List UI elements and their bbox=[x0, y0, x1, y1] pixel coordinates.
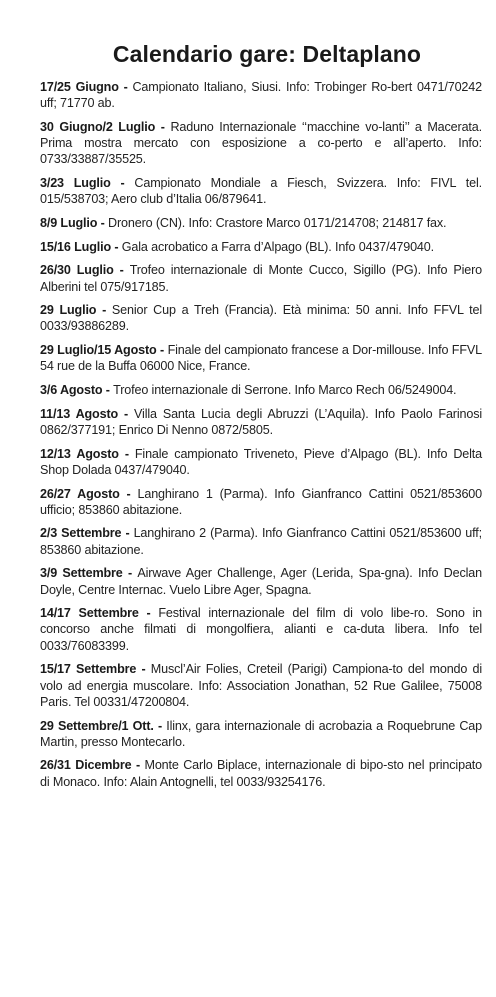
entry-description: Monte Carlo Biplace, internazionale di bipo-sto nel principato di Monaco. Info: Alain Antognelli, tel 0033/93254176. bbox=[40, 758, 482, 789]
entry-description: Muscl’Air Folies, Creteil (Parigi) Campiona-to del mondo di volo ad energia muscolare. Info: Association Jonathan, 52 Rue Galilee, 75008 Paris. Tel 00331/47200804. bbox=[40, 662, 482, 709]
page-title: Calendario gare: Deltaplano bbox=[112, 41, 422, 67]
calendar-entry bbox=[40, 525, 482, 557]
calendar-entry bbox=[40, 239, 482, 255]
entry-date: 29 Luglio/15 Agosto bbox=[40, 343, 157, 358]
calendar-entry bbox=[40, 661, 482, 710]
entry-separator: - bbox=[96, 303, 112, 318]
entry-description: Gala acrobatico a Farra d’Alpago (BL). Info 0437/479040. bbox=[121, 239, 434, 254]
entry-description: Campionato Mondiale a Fiesch, Svizzera. Info: FIVL tel. 015/538703; Aero club d’Italia 06/879641. bbox=[40, 176, 482, 207]
entry-date: 15/17 Settembre bbox=[40, 662, 137, 677]
entry-separator: - bbox=[113, 263, 130, 278]
entry-date: 17/25 Giugno bbox=[40, 80, 119, 94]
entry-description: Ilinx, gara internazionale di acrobazia a Roquebrune Cap Martin, presso Montecarlo. bbox=[40, 718, 483, 749]
calendar-entry bbox=[40, 342, 482, 374]
entry-date: 11/13 Agosto bbox=[40, 406, 119, 421]
entry-separator: - bbox=[121, 526, 134, 541]
calendar-entry bbox=[40, 757, 482, 789]
entry-date: 29 Luglio bbox=[40, 303, 97, 318]
entry-separator: - bbox=[131, 758, 145, 773]
entry-date: 8/9 Luglio bbox=[40, 215, 98, 230]
entry-description: Langhirano 1 (Parma). Info Gianfranco Cattini 0521/853600 ufficio; 853860 abitazione. bbox=[40, 486, 483, 517]
entry-separator: - bbox=[122, 566, 138, 581]
entry-separator: - bbox=[119, 486, 138, 501]
calendar-entry bbox=[40, 215, 482, 231]
entry-date: 26/27 Agosto bbox=[40, 486, 120, 501]
entry-description: Dronero (CN). Info: Crastore Marco 0171/214708; 214817 fax. bbox=[108, 215, 447, 230]
entry-date: 26/31 Dicembre bbox=[40, 758, 132, 773]
calendar-entry bbox=[40, 446, 482, 478]
entry-date: 26/30 Luglio bbox=[40, 263, 114, 278]
entry-date: 15/16 Luglio bbox=[40, 239, 111, 254]
entry-separator: - bbox=[136, 662, 151, 677]
calendar-entry bbox=[40, 262, 482, 294]
calendar-entry bbox=[40, 718, 482, 750]
entry-separator: - bbox=[118, 406, 135, 421]
entry-separator: - bbox=[118, 80, 133, 94]
entry-date: 30 Giugno/2 Luglio bbox=[40, 119, 156, 134]
calendar-entry bbox=[40, 565, 482, 597]
entry-date: 2/3 Settembre bbox=[40, 526, 122, 541]
entry-description: Festival internazionale del film di volo libe-ro. Sono in concorso anche filmati di mongolfiera, alianti e ca-duta libera. Info tel 0033/76083399. bbox=[40, 606, 482, 653]
entry-separator: - bbox=[102, 383, 114, 398]
entry-separator: - bbox=[138, 606, 159, 621]
entry-description: Finale del campionato francese a Dor-millouse. Info FFVL 54 rue de la Buffa 06000 Nice, France. bbox=[40, 343, 482, 374]
calendar-entry bbox=[40, 406, 482, 438]
entry-separator: - bbox=[110, 239, 122, 254]
entry-description: Raduno Internazionale ‘‘macchine vo-lanti’’ a Macerata. Prima mostra mercato con esposizione a co-perto e all’aperto. Info: 0733/33887/35525. bbox=[40, 119, 482, 167]
entry-description: Senior Cup a Treh (Francia). Età minima: 50 anni. Info FFVL tel 0033/93886289. bbox=[40, 303, 483, 334]
entry-date: 12/13 Agosto bbox=[40, 446, 119, 461]
calendar-entry bbox=[40, 605, 482, 654]
race-calendar-list bbox=[40, 79, 482, 790]
entry-date: 3/23 Luglio bbox=[40, 176, 111, 191]
entry-date: 29 Settembre/1 Ott. bbox=[40, 718, 154, 733]
entry-description: Finale campionato Triveneto, Pieve d’Alpago (BL). Info Delta Shop Dolada 0437/479040. bbox=[40, 446, 483, 477]
entry-separator: - bbox=[155, 119, 171, 134]
calendar-entry bbox=[40, 486, 482, 518]
calendar-entry bbox=[40, 119, 482, 168]
entry-description: Trofeo internazionale di Serrone. Info Marco Rech 06/5249004. bbox=[113, 383, 457, 398]
entry-date: 14/17 Settembre bbox=[40, 606, 139, 621]
entry-separator: - bbox=[153, 718, 167, 733]
calendar-entry bbox=[40, 382, 482, 398]
calendar-entry bbox=[40, 302, 482, 334]
entry-separator: - bbox=[118, 446, 135, 461]
entry-separator: - bbox=[156, 343, 168, 358]
entry-description: Trofeo internazionale di Monte Cucco, Sigillo (PG). Info Piero Alberini tel 075/917185. bbox=[40, 263, 483, 294]
calendar-entry bbox=[40, 175, 482, 207]
entry-description: Airwave Ager Challenge, Ager (Lerida, Spa-gna). Info Declan Doyle, Centre Internac. Vuelo Libre Ager, Spagna. bbox=[40, 566, 482, 597]
entry-date: 3/6 Agosto bbox=[40, 383, 103, 398]
entry-description: Villa Santa Lucia degli Abruzzi (L’Aquila). Info Paolo Farinosi 0862/377191; Enrico Di Nenno 0872/5805. bbox=[40, 406, 482, 437]
entry-description: Campionato Italiano, Siusi. Info: Trobinger Ro-bert 0471/70242 uff; 71770 ab. bbox=[40, 80, 482, 111]
entry-date: 3/9 Settembre bbox=[40, 566, 123, 581]
entry-separator: - bbox=[97, 215, 109, 230]
entry-description: Langhirano 2 (Parma). Info Gianfranco Cattini 0521/853600 uff; 853860 abitazione. bbox=[40, 526, 482, 557]
calendar-entry bbox=[40, 79, 482, 111]
entry-separator: - bbox=[110, 176, 135, 191]
